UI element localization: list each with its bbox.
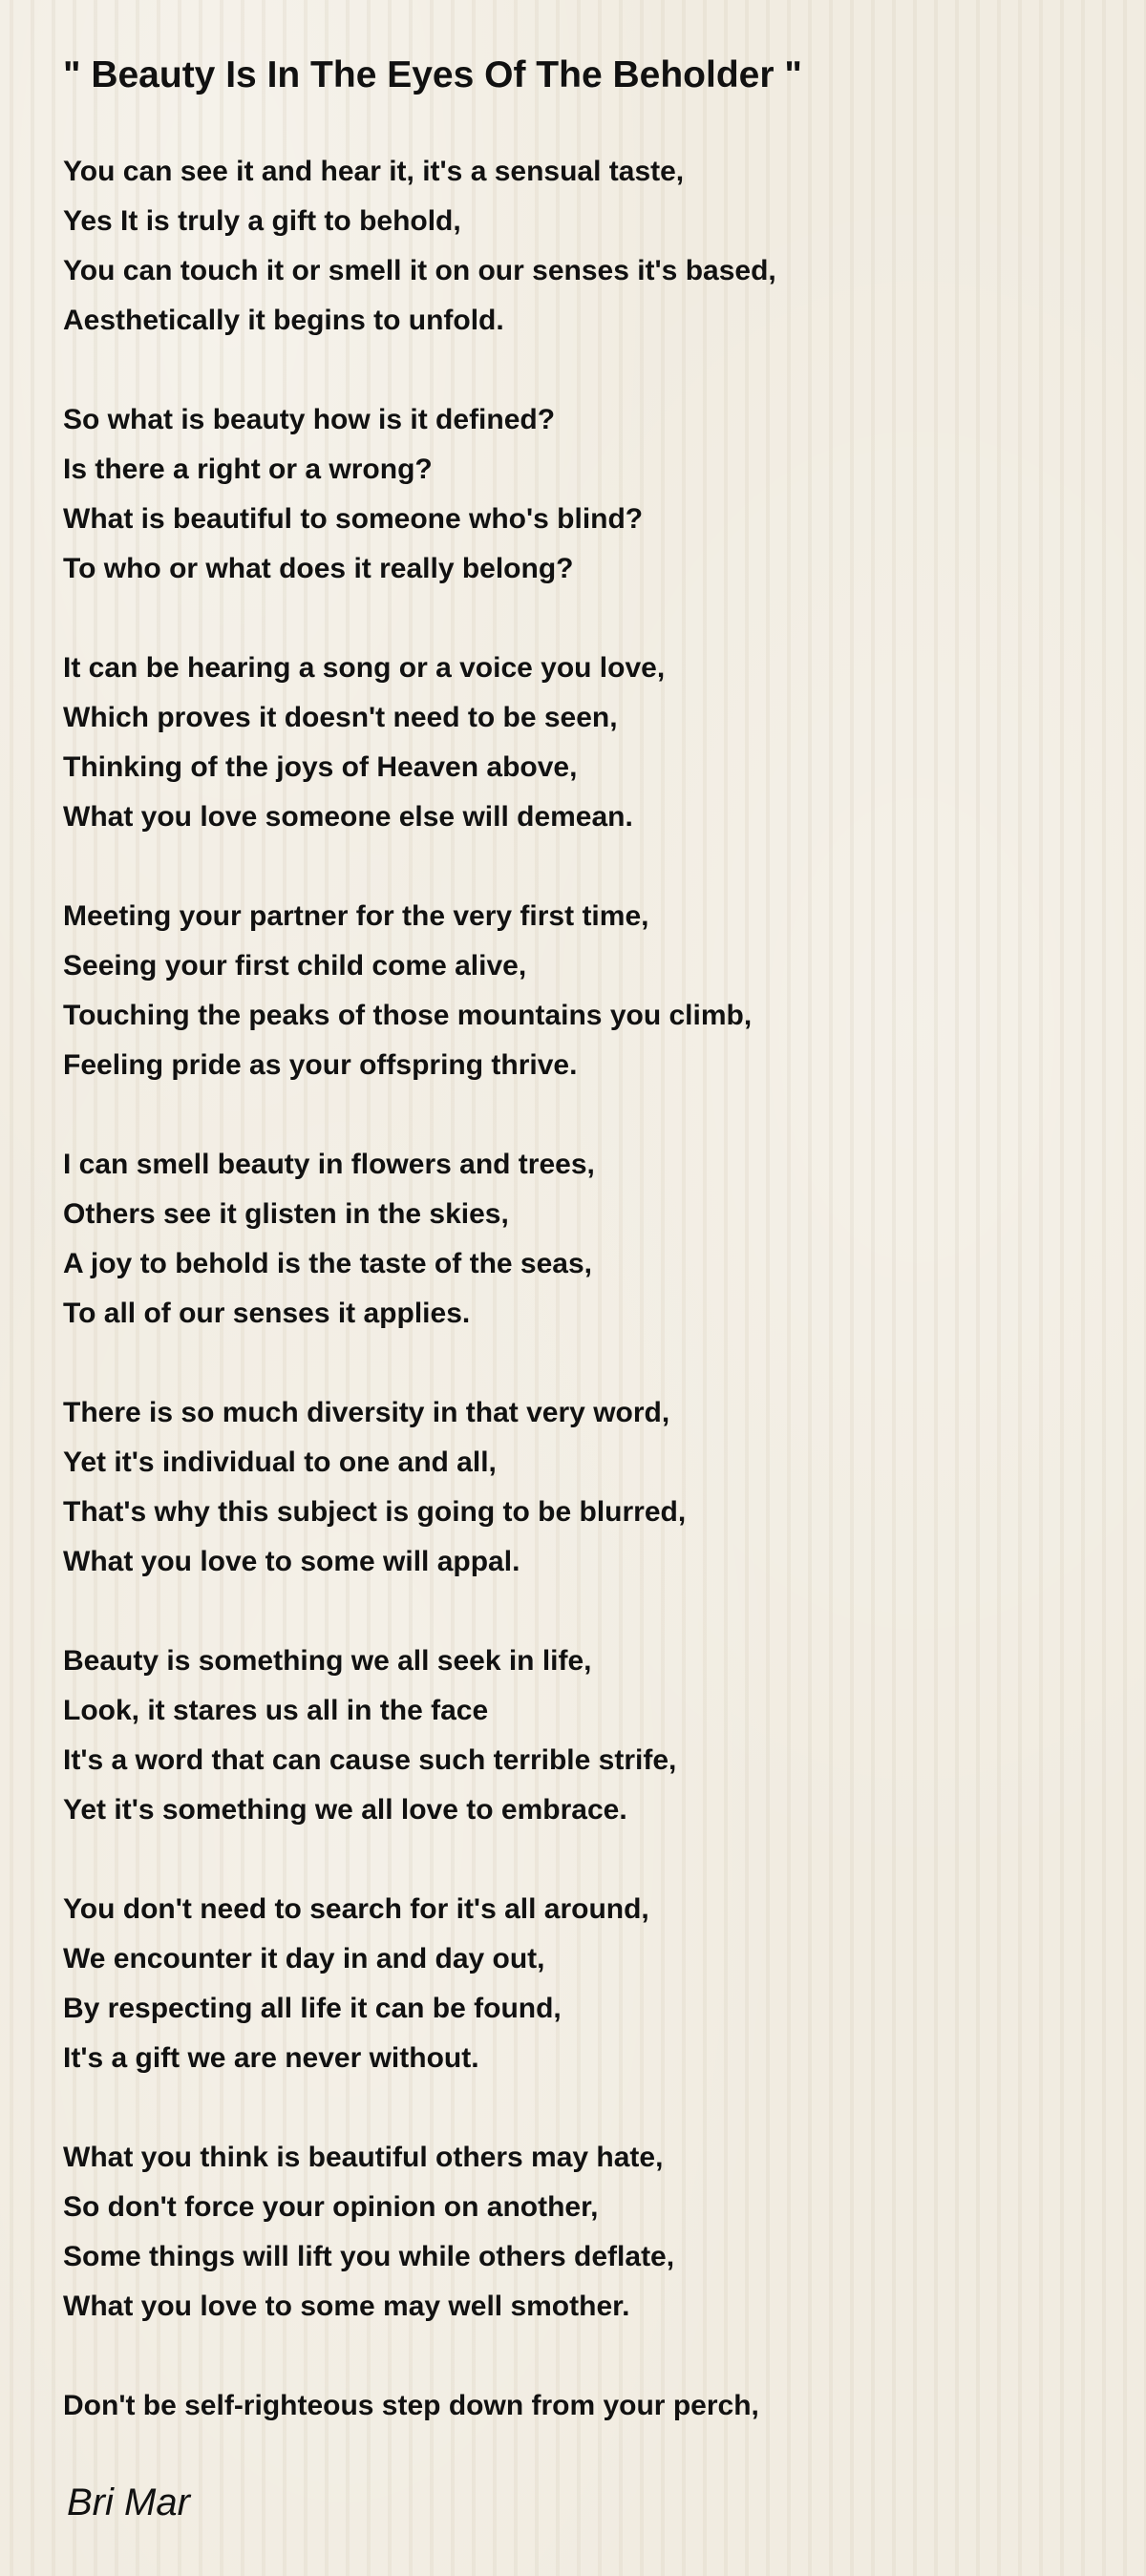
poem-line: You don't need to search for it's all around,: [63, 1893, 649, 1925]
poem-line: Don't be self-righteous step down from your perch,: [63, 2390, 759, 2421]
poem-line: What you love someone else will demean.: [63, 801, 633, 833]
poem-stanza: [63, 644, 1094, 842]
poem-line: That's why this subject is going to be blurred,: [63, 1496, 687, 1528]
poem-stanza: [63, 892, 1094, 1090]
poem-line: Some things will lift you while others deflate,: [63, 2241, 675, 2272]
poem-title: " Beauty Is In The Eyes Of The Beholder ": [63, 54, 802, 95]
poem-line: What you love to some will appal.: [63, 1546, 520, 1577]
poem-line: Meeting your partner for the very first time,: [63, 900, 649, 932]
poem-line: Is there a right or a wrong?: [63, 454, 433, 485]
poem-line: So don't force your opinion on another,: [63, 2191, 599, 2223]
poem-line: Yes It is truly a gift to behold,: [63, 205, 461, 237]
poem-line: There is so much diversity in that very word,: [63, 1397, 670, 1428]
poem-line: Aesthetically it begins to unfold.: [63, 305, 504, 336]
poem-line: By respecting all life it can be found,: [63, 1993, 562, 2024]
poem-line: A joy to behold is the taste of the seas,: [63, 1248, 592, 1279]
poem-stanza: [63, 147, 1094, 346]
poem-stanza: [63, 395, 1094, 594]
poem-line: Seeing your first child come alive,: [63, 950, 527, 982]
poem-stanza: [63, 1388, 1094, 1587]
poem-stanza: [63, 1885, 1094, 2083]
poem-stanza: [63, 2133, 1094, 2332]
poem-line: I can smell beauty in flowers and trees,: [63, 1149, 595, 1180]
poem-line: Others see it glisten in the skies,: [63, 1198, 509, 1230]
poem-line: Yet it's individual to one and all,: [63, 1446, 497, 1478]
poem-line: It's a word that can cause such terrible strife,: [63, 1744, 677, 1776]
author-signature: Bri Mar: [67, 2481, 190, 2523]
poem-stanza: [63, 2381, 1094, 2431]
poem-line: What you think is beautiful others may hate,: [63, 2142, 664, 2173]
poem-line: Look, it stares us all in the face: [63, 1695, 489, 1726]
poem-line: What you love to some may well smother.: [63, 2291, 630, 2322]
poem-page: [63, 50, 1094, 2481]
poem-line: It can be hearing a song or a voice you love,: [63, 652, 666, 684]
poem-stanza: [63, 1140, 1094, 1339]
poem-line: Which proves it doesn't need to be seen,: [63, 702, 618, 733]
poem-line: You can touch it or smell it on our senses it's based,: [63, 255, 776, 286]
poem-line: You can see it and hear it, it's a sensual taste,: [63, 156, 685, 187]
poem-line: To who or what does it really belong?: [63, 553, 574, 584]
poem-line: To all of our senses it applies.: [63, 1298, 471, 1329]
poem-line: Beauty is something we all seek in life,: [63, 1645, 592, 1677]
poem-line: Thinking of the joys of Heaven above,: [63, 751, 578, 783]
poem-line: It's a gift we are never without.: [63, 2042, 479, 2074]
poem-line: What is beautiful to someone who's blind?: [63, 503, 644, 535]
poem-line: Feeling pride as your offspring thrive.: [63, 1049, 578, 1081]
poem-line: So what is beauty how is it defined?: [63, 404, 556, 435]
poem-line: Touching the peaks of those mountains you climb,: [63, 1000, 753, 1031]
poem-line: We encounter it day in and day out,: [63, 1943, 545, 1974]
poem-body: [63, 147, 1094, 2431]
poem-line: Yet it's something we all love to embrace.: [63, 1794, 627, 1826]
poem-stanza: [63, 1636, 1094, 1835]
